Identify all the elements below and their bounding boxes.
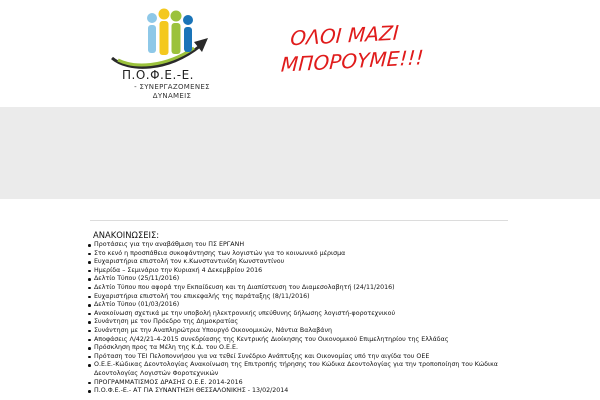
announcement-link[interactable]: Π.Ο.Φ.Ε.-Ε.- ΑΤ ΓΙΑ ΣΥΝΑΝΤΗΣΗ ΘΕΣΣΑΛΟΝΙΚΗΣ - 13/02/2014 [94, 387, 289, 395]
announcement-item [88, 327, 508, 336]
announcement-item [88, 387, 508, 396]
announcement-link[interactable]: ΠΡΟΓΡΑΜΜΑΤΙΣΜΟΣ ΔΡΑΣΗΣ Ο.Ε.Ε. 2014-2016 [94, 378, 243, 386]
announcement-item [88, 250, 508, 259]
announcement-link[interactable]: Δελτίο Τύπου που αφορά την Εκπαίδευση και τη Διαπίστευση του Διαμεσολαβητή (24/11/2016) [94, 283, 395, 291]
bullet-icon [88, 244, 91, 247]
bullet-icon [88, 330, 91, 333]
bullet-icon [88, 390, 91, 393]
announcement-item [88, 336, 508, 345]
bullet-icon [88, 339, 91, 342]
bullet-icon [88, 287, 91, 290]
announcement-link[interactable]: Στο κενό η προσπάθεια συκοφάντησης των λογιστών για το κοινωνικό μέρισμα [94, 249, 346, 257]
announcement-link[interactable]: Συνάντηση με τον Πρόεδρο της Δημοκρατίας [94, 318, 239, 326]
bullet-icon [88, 382, 91, 385]
logo-subtitle-line2: ΔΥΝΑΜΕΙΣ [152, 92, 192, 100]
announcement-item [88, 379, 508, 388]
banner-placeholder [0, 107, 600, 199]
slogan-line1: ΟΛΟΙ ΜΑΖΙ [289, 20, 400, 51]
announcements-heading: ΑΝΑΚΟΙΝΩΣΕΙΣ: [93, 230, 160, 240]
announcement-link[interactable]: Ευχαριστήρια επιστολή τον κ.Κωνσταντινίδη Κωνσταντίνου [94, 258, 285, 266]
logo-emblem-icon [108, 6, 228, 76]
announcement-link[interactable]: Ευχαριστήρια επιστολή του επικεφαλής της παράταξης (8/11/2016) [94, 292, 310, 300]
announcement-item [88, 258, 508, 267]
pofee-logo[interactable] [108, 6, 228, 100]
bullet-icon [88, 253, 91, 256]
bullet-icon [88, 261, 91, 264]
bullet-icon [88, 278, 91, 281]
announcement-item [88, 293, 508, 302]
announcement-item [88, 361, 508, 378]
bullet-icon [88, 364, 91, 367]
announcement-link[interactable]: Αποφάσεις Λ/42/21-4-2015 συνεδρίασης της Κεντρικής Διοίκησης του Οικονομικού Επιμελητηρίου της Ελλάδας [94, 335, 449, 343]
logo-subtitle-line1: - ΣΥΝΕΡΓΑΖΟΜΕΝΕΣ [134, 83, 210, 91]
announcement-link[interactable]: Ημερίδα – Σεμινάριο την Κυριακή 4 Δεκεμβρίου 2016 [94, 266, 263, 274]
bullet-icon [88, 304, 91, 307]
announcement-item [88, 344, 508, 353]
bullet-icon [88, 347, 91, 350]
announcement-link[interactable]: Πρόταση του ΤΕΙ Πελοποννήσου για να τεθεί Συνέδριο Ανάπτυξης και Οικονομίας υπό την αιγίδα του ΟΕΕ [94, 352, 430, 360]
slogan-line2: ΜΠΟΡΟΥΜΕ!!! [280, 45, 425, 77]
announcement-link[interactable]: Ανακοίνωση σχετικά με την υποβολή ηλεκτρονικής υπεύθυνης δήλωσης λογιστή-φοροτεχνικού [94, 309, 396, 317]
bullet-icon [88, 321, 91, 324]
announcement-item [88, 318, 508, 327]
announcement-link[interactable]: Συνάντηση με την Αναπληρώτρια Υπουργό Οικονομικών, Νάντια Βαλαβάνη [94, 326, 332, 334]
announcement-link[interactable]: Προτάσεις για την αναβάθμιση του ΠΣ ΕΡΓΑΝΗ [94, 241, 245, 248]
announcement-item [88, 301, 508, 310]
announcement-link[interactable]: Ο.Ε.Ε.-Κώδικας Δεοντολογίας Ανακοίνωση της Επιτροπής τήρησης του Κώδικα Δεοντολογίας για την τροποποίηση του Κώδικα Δεοντολογίας Λογιστών Φοροτεχνικών [94, 361, 498, 377]
announcement-link[interactable]: Δελτίο Τύπου (01/03/2016) [94, 301, 180, 309]
announcement-item [88, 241, 508, 250]
logo-title: Π.Ο.Φ.Ε.-Ε. [122, 68, 194, 82]
site-header [0, 0, 600, 100]
content-divider [90, 220, 508, 221]
announcement-link[interactable]: Πρόσκληση προς τα Μέλη της Κ.Δ. του Ο.Ε.Ε. [94, 344, 238, 352]
slogan [280, 18, 423, 77]
announcement-link[interactable]: Δελτίο Τύπου (25/11/2016) [94, 275, 180, 283]
announcements-list [88, 241, 508, 396]
bullet-icon [88, 313, 91, 316]
bullet-icon [88, 270, 91, 273]
bullet-icon [88, 296, 91, 299]
announcement-item [88, 275, 508, 284]
announcement-item [88, 284, 508, 293]
bullet-icon [88, 356, 91, 359]
